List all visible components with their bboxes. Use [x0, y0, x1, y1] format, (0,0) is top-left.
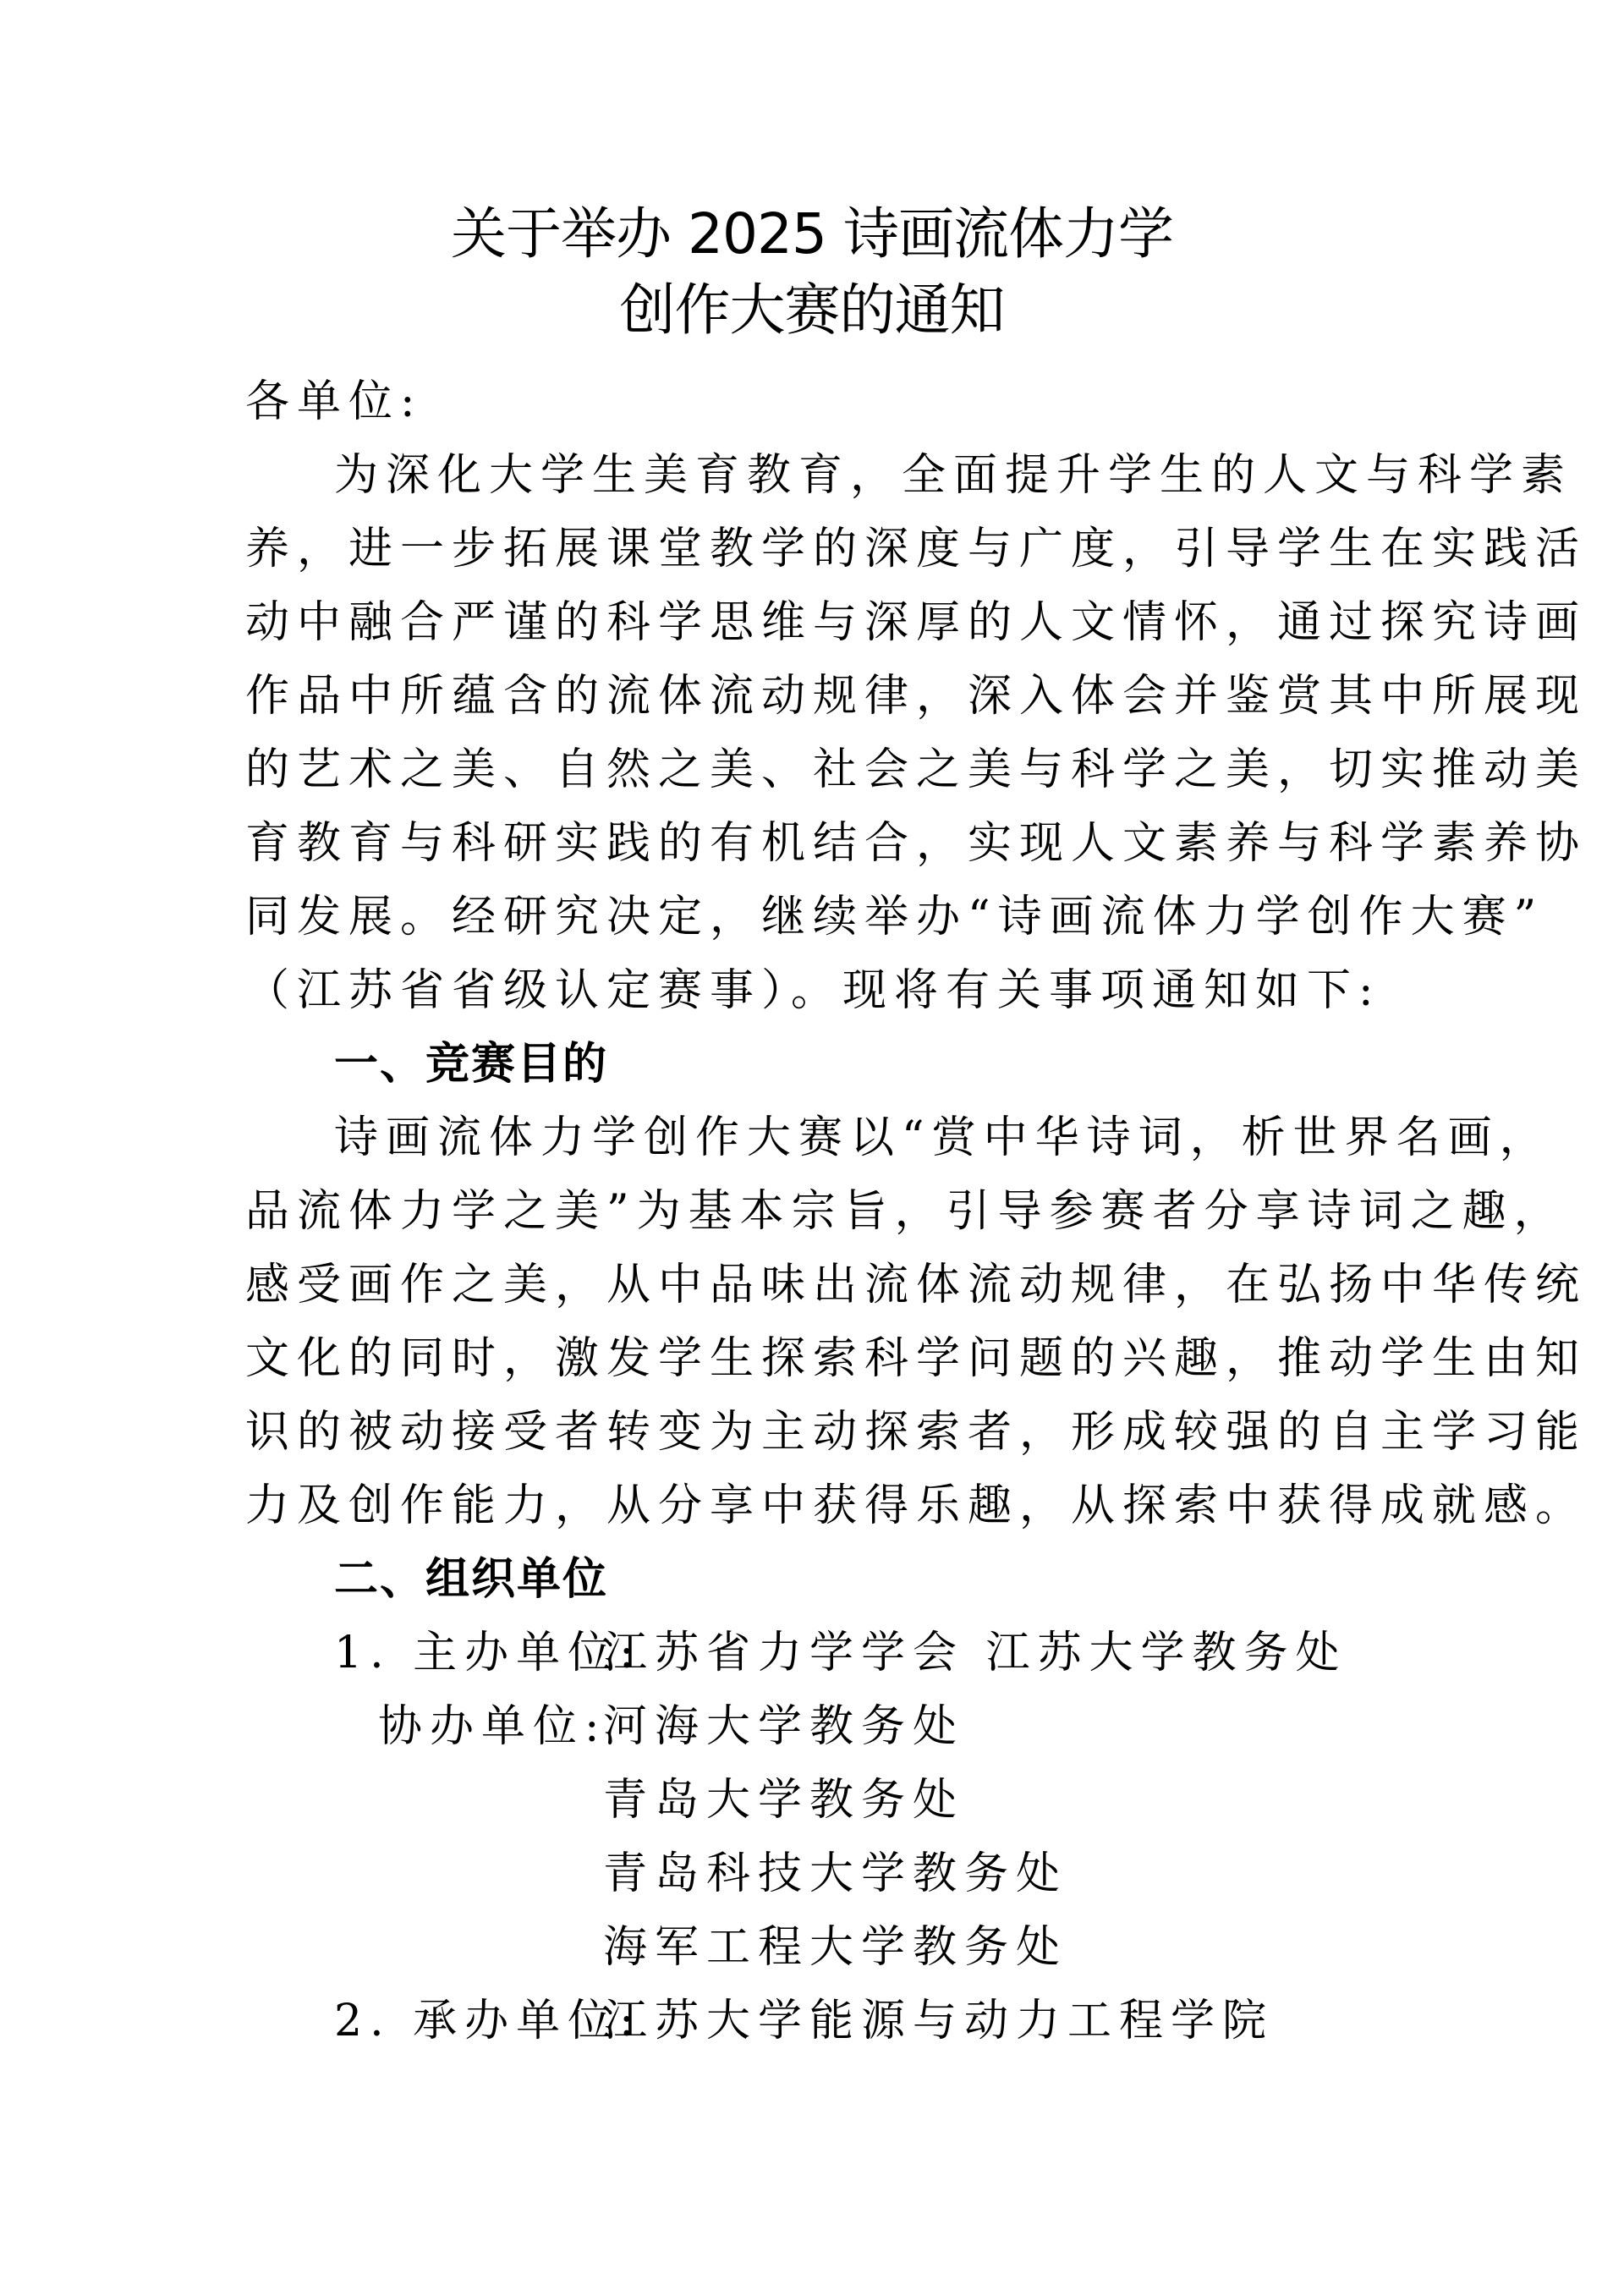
section1-line: 感受画作之美，从中品味出流体流动规律，在弘扬中华传统 — [245, 1260, 1588, 1310]
intro-line: 同发展。经研究决定，继续举办“诗画流体力学创作大赛” — [245, 892, 1544, 942]
section1-line: 力及创作能力，从分享中获得乐趣，从探索中获得成就感。 — [245, 1480, 1588, 1531]
section-heading-purpose: 一、竞赛目的 — [334, 1039, 609, 1090]
document-title-line-1: 关于举办 2025 诗画流体力学 — [451, 201, 1173, 266]
organizer-value: 江苏大学能源与动力工程学院 — [603, 1996, 1275, 2046]
intro-line: 为深化大学生美育教育，全面提升学生的人文与科学素 — [334, 450, 1573, 501]
organizer-value: 江苏省力学学会 江苏大学教务处 — [603, 1628, 1347, 1678]
section1-line: 文化的同时，激发学生探索科学问题的兴趣，推动学生由知 — [245, 1333, 1588, 1384]
document-title-line-2: 创作大赛的通知 — [619, 277, 1005, 343]
organizer-label: 协办单位: — [378, 1701, 607, 1752]
organizer-value: 海军工程大学教务处 — [603, 1922, 1068, 1973]
salutation: 各单位: — [245, 376, 423, 427]
section1-line: 识的被动接受者转变为主动探索者，形成较强的自主学习能 — [245, 1407, 1588, 1458]
organizer-label: 2. 承办单位: — [334, 1996, 642, 2046]
section1-line: 诗画流体力学创作大赛以“赏中华诗词，析世界名画， — [334, 1112, 1551, 1163]
intro-line: 的艺术之美、自然之美、社会之美与科学之美，切实推动美 — [245, 744, 1588, 795]
organizer-label: 1. 主办单位: — [334, 1628, 642, 1678]
intro-line: 动中融合严谨的科学思维与深厚的人文情怀，通过探究诗画 — [245, 597, 1588, 648]
intro-line: 育教育与科研实践的有机结合，实现人文素养与科学素养协 — [245, 818, 1588, 869]
organizer-value: 青岛大学教务处 — [603, 1775, 965, 1826]
intro-line: （江苏省省级认定赛事）。现将有关事项通知如下: — [245, 965, 1381, 1016]
intro-line: 作品中所蕴含的流体流动规律，深入体会并鉴赏其中所展现 — [245, 671, 1588, 722]
section-heading-organizers: 二、组织单位 — [334, 1554, 609, 1605]
intro-line: 养，进一步拓展课堂教学的深度与广度，引导学生在实践活 — [245, 524, 1588, 574]
section1-line: 品流体力学之美”为基本宗旨，引导参赛者分享诗词之趣， — [245, 1186, 1566, 1237]
organizer-value: 青岛科技大学教务处 — [603, 1848, 1068, 1899]
organizer-value: 河海大学教务处 — [603, 1701, 965, 1752]
